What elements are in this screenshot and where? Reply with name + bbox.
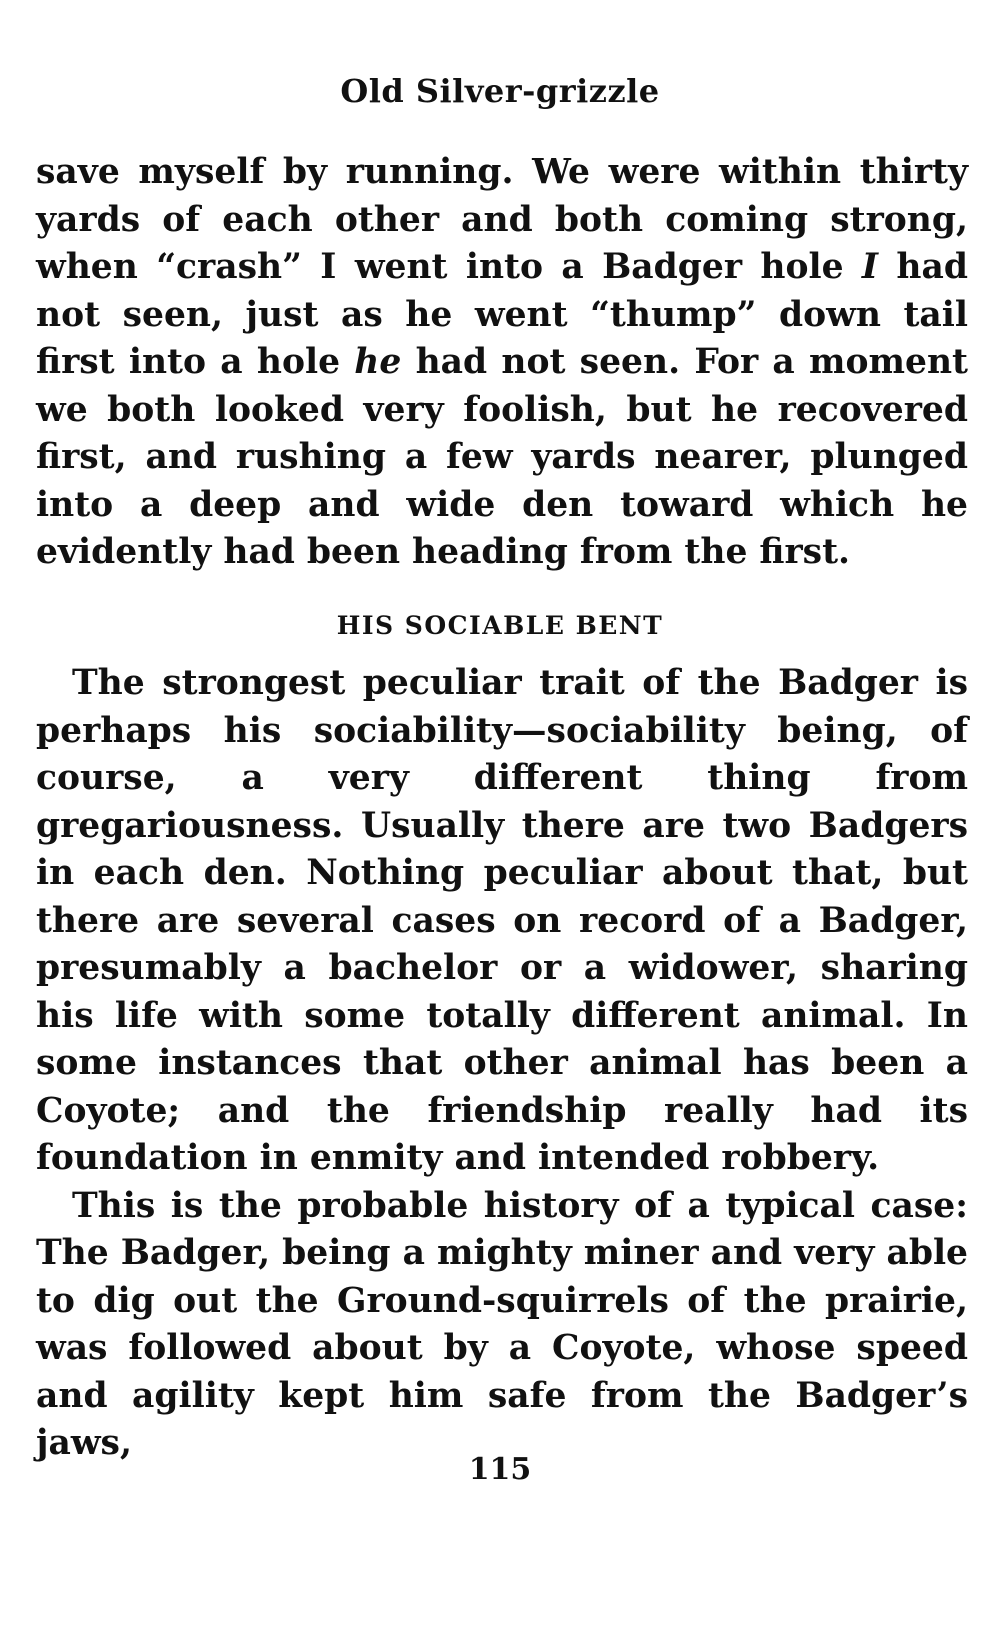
- continuation-text-part-2: had not seen, just as he went “thump” down tail first into a hole: [36, 247, 968, 382]
- paragraph-typical-case: This is the probable history of a typical case: The Badger, being a mighty miner and very able to dig out the Ground-squirrels of the prairie, was followed about by a Coyote, whose speed and agility kept him safe from the Badger’s jaws,: [36, 1185, 968, 1463]
- italic-pronoun-i: I: [861, 247, 879, 287]
- running-head: Old Silver-grizzle: [340, 72, 660, 110]
- paragraph-sociability: The strongest peculiar trait of the Badger is perhaps his sociability—sociability being, of course, a very different thing from gregariousness. Usually there are two Badgers in each den. Nothing peculiar about that, but there are several cases on record of a Badger, presumably a bachelor or a widower, sharing his life with some totally different animal. In some instances that other animal has been a Coyote; and the friendship really had its foundation in enmity and intended robbery.: [36, 663, 968, 1178]
- italic-pronoun-he: he: [354, 342, 402, 382]
- section-text-block: [36, 660, 968, 1468]
- continuation-text-part-3: had not seen. For a moment we both looked very foolish, but he recovered first, and rushing a few yards nearer, plunged into a deep and wide den toward which he evidently had been heading from the first.: [36, 342, 968, 572]
- continuation-text-part-1: save myself by running. We were within thirty yards of each other and both coming strong, when “crash” I went into a Badger hole: [36, 152, 968, 287]
- page-number: 115: [468, 1452, 532, 1487]
- continuation-text-block: [36, 149, 968, 577]
- continuation-paragraph: [36, 149, 968, 577]
- section-heading: HIS SOCIABLE BENT: [336, 611, 664, 640]
